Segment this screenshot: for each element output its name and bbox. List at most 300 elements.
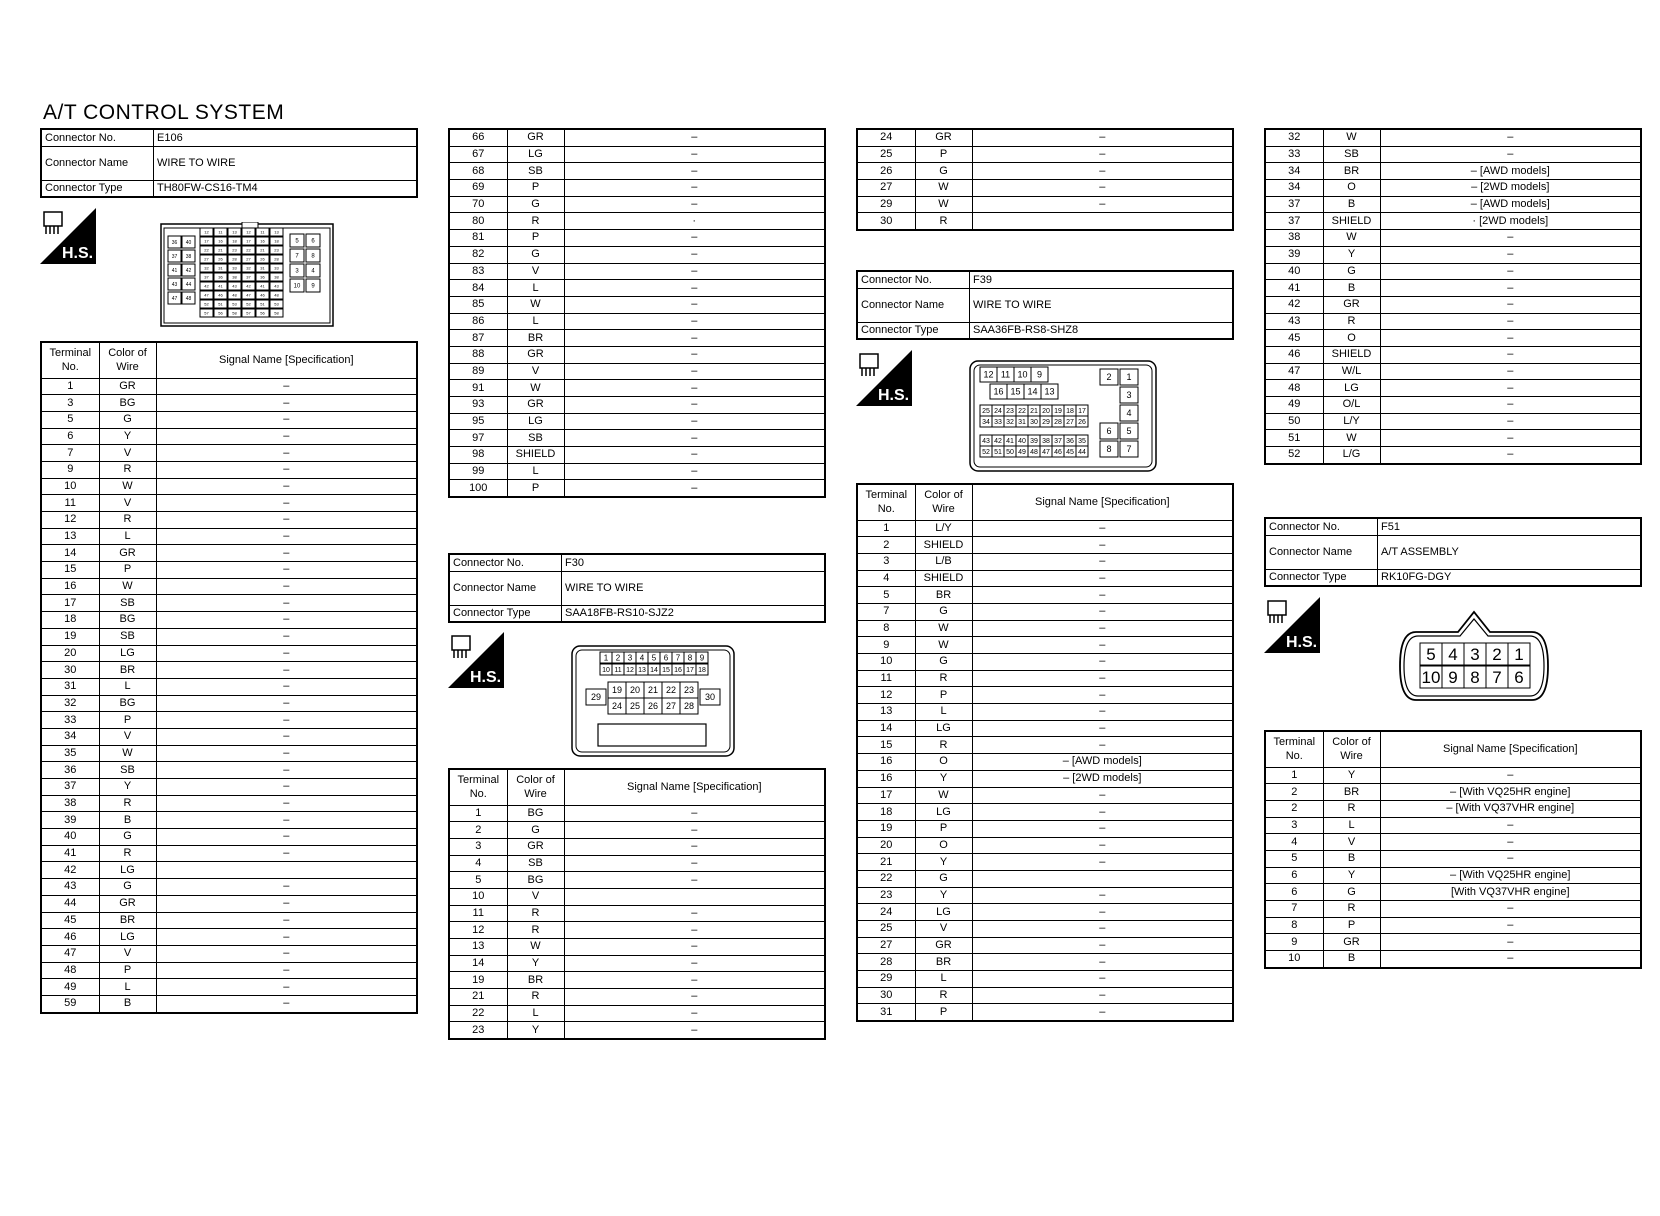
wire-color-cell: P bbox=[99, 712, 156, 729]
wire-color-cell: R bbox=[1323, 313, 1380, 330]
terminal-no-cell: 23 bbox=[449, 1022, 507, 1039]
pin-number: 3 bbox=[627, 653, 633, 663]
wire-color-cell: O bbox=[915, 837, 972, 854]
table-row bbox=[857, 654, 1233, 671]
signal-name-cell: – bbox=[156, 528, 417, 545]
terminal-no-cell: 10 bbox=[449, 888, 507, 905]
wire-color-cell: R bbox=[1323, 800, 1380, 817]
terminal-no-cell: 48 bbox=[1265, 380, 1323, 397]
connector-name-value: WIRE TO WIRE bbox=[562, 571, 826, 605]
pin-number: 8 bbox=[1106, 444, 1112, 455]
wire-color-cell: G bbox=[99, 829, 156, 846]
signal-name-cell: – bbox=[564, 146, 825, 163]
wire-color-cell: W bbox=[507, 296, 564, 313]
pin-number: 38 bbox=[274, 274, 279, 280]
signal-name-cell: – bbox=[564, 989, 825, 1006]
signal-name-cell: – bbox=[972, 987, 1233, 1004]
pin-number: 31 bbox=[218, 265, 223, 271]
table-row bbox=[449, 346, 825, 363]
signal-name-cell: – bbox=[564, 805, 825, 822]
pin-number: 36 bbox=[260, 274, 265, 280]
connector-type-label: Connector Type bbox=[449, 605, 562, 622]
terminal-no-cell: 30 bbox=[41, 662, 99, 679]
table-row bbox=[1265, 180, 1641, 197]
wire-color-cell: BR bbox=[915, 954, 972, 971]
signal-name-cell: – bbox=[156, 545, 417, 562]
pin-number: 19 bbox=[1054, 408, 1062, 416]
terminal-no-cell: 13 bbox=[449, 939, 507, 956]
signal-name-cell: – bbox=[972, 954, 1233, 971]
color-of-wire-header: Color of Wire bbox=[915, 484, 972, 520]
table-row bbox=[449, 180, 825, 197]
signal-name-cell: – bbox=[564, 163, 825, 180]
table-row bbox=[449, 313, 825, 330]
table-row bbox=[41, 695, 417, 712]
connector-no-label: Connector No. bbox=[41, 129, 154, 146]
pin-number: 23 bbox=[1006, 408, 1014, 416]
f39-rows bbox=[857, 520, 1233, 1021]
pin-number: 11 bbox=[1000, 369, 1011, 380]
pin-number: 6 bbox=[311, 238, 315, 245]
pin-number: 26 bbox=[218, 256, 223, 262]
signal-name-cell: – bbox=[972, 196, 1233, 213]
pin-number: 13 bbox=[638, 667, 646, 675]
e106-terminal-table-a bbox=[40, 341, 418, 1014]
terminal-no-cell: 16 bbox=[41, 578, 99, 595]
pin-number: 21 bbox=[260, 247, 265, 253]
wire-color-cell: LG bbox=[915, 804, 972, 821]
terminal-no-cell: 27 bbox=[857, 937, 915, 954]
table-row bbox=[857, 870, 1233, 887]
table-row bbox=[857, 854, 1233, 871]
wire-color-cell: GR bbox=[99, 895, 156, 912]
signal-name-cell: – bbox=[972, 904, 1233, 921]
table-row bbox=[41, 512, 417, 529]
pin-number: 48 bbox=[185, 295, 192, 302]
signal-name-cell: – bbox=[972, 570, 1233, 587]
pin-number: 44 bbox=[185, 281, 192, 288]
pin-number: 30 bbox=[704, 692, 716, 703]
table-row bbox=[41, 979, 417, 996]
pin-number: 6 bbox=[1514, 668, 1524, 688]
signal-name-cell: – bbox=[1380, 817, 1641, 834]
table-row bbox=[857, 163, 1233, 180]
terminal-no-cell: 23 bbox=[857, 887, 915, 904]
pin-number: 7 bbox=[295, 253, 299, 260]
signal-name-cell: – [AWD models] bbox=[1380, 163, 1641, 180]
terminal-no-cell: 30 bbox=[857, 213, 915, 230]
table-row bbox=[857, 520, 1233, 537]
pin-number: 48 bbox=[1030, 449, 1038, 457]
terminal-no-cell: 44 bbox=[41, 895, 99, 912]
signal-name-cell: – bbox=[564, 939, 825, 956]
pin-number: 14 bbox=[650, 667, 658, 675]
signal-name-cell: – bbox=[972, 720, 1233, 737]
terminal-no-cell: 2 bbox=[857, 537, 915, 554]
pin-number: 5 bbox=[1426, 645, 1436, 665]
connector-type-label: Connector Type bbox=[41, 180, 154, 197]
terminal-no-cell: 37 bbox=[1265, 213, 1323, 230]
table-row bbox=[1265, 296, 1641, 313]
terminal-no-cell: 2 bbox=[1265, 800, 1323, 817]
table-row bbox=[449, 397, 825, 414]
pin-number: 43 bbox=[274, 283, 279, 289]
table-row bbox=[1265, 850, 1641, 867]
terminal-no-cell: 84 bbox=[449, 280, 507, 297]
pin-number: 42 bbox=[204, 283, 209, 289]
wire-color-cell: B bbox=[1323, 196, 1380, 213]
terminal-no-cell: 50 bbox=[1265, 413, 1323, 430]
signal-name-cell: – bbox=[1380, 230, 1641, 247]
table-row bbox=[41, 478, 417, 495]
pin-number: 12 bbox=[246, 229, 251, 235]
signal-name-cell: · [2WD models] bbox=[1380, 213, 1641, 230]
terminal-no-cell: 91 bbox=[449, 380, 507, 397]
wire-color-cell: BR bbox=[1323, 784, 1380, 801]
hs-label: H.S. bbox=[1286, 634, 1318, 651]
wire-color-cell: V bbox=[99, 945, 156, 962]
signal-name-cell: – bbox=[972, 704, 1233, 721]
wire-color-cell: R bbox=[915, 213, 972, 230]
pin-number: 4 bbox=[1126, 408, 1132, 419]
pin-number: 26 bbox=[1078, 419, 1086, 427]
table-row bbox=[449, 230, 825, 247]
table-row bbox=[857, 804, 1233, 821]
pin-number: 15 bbox=[662, 667, 670, 675]
terminal-no-cell: 24 bbox=[857, 129, 915, 146]
signal-name-cell: – bbox=[156, 879, 417, 896]
table-row bbox=[449, 822, 825, 839]
f39-column bbox=[856, 270, 1234, 340]
table-row bbox=[41, 445, 417, 462]
pin-number: 29 bbox=[590, 692, 602, 703]
pin-number: 10 bbox=[1421, 668, 1441, 688]
connector-type-label: Connector Type bbox=[857, 322, 970, 339]
table-row bbox=[449, 1005, 825, 1022]
wire-color-cell: G bbox=[99, 879, 156, 896]
connector-name-value: WIRE TO WIRE bbox=[154, 146, 418, 180]
table-row bbox=[449, 1022, 825, 1039]
table-row bbox=[1265, 867, 1641, 884]
wire-color-cell: SHIELD bbox=[915, 570, 972, 587]
terminal-no-cell: 32 bbox=[41, 695, 99, 712]
pin-number: 23 bbox=[683, 685, 695, 696]
terminal-no-cell: 29 bbox=[857, 971, 915, 988]
f39-terminal-table bbox=[856, 483, 1234, 1022]
table-row bbox=[1265, 330, 1641, 347]
signal-name-cell: – bbox=[156, 829, 417, 846]
f39-connector-info bbox=[856, 270, 1234, 340]
terminal-no-cell: 70 bbox=[449, 196, 507, 213]
wire-color-cell: SB bbox=[507, 163, 564, 180]
table-row bbox=[41, 795, 417, 812]
table-row bbox=[1265, 230, 1641, 247]
wire-color-cell: L bbox=[507, 1005, 564, 1022]
pin-number: 11 bbox=[614, 667, 622, 675]
harness-side-icon bbox=[40, 208, 96, 264]
pin-number: 47 bbox=[246, 292, 251, 298]
terminal-no-cell: 68 bbox=[449, 163, 507, 180]
terminal-no-cell: 87 bbox=[449, 330, 507, 347]
table-row bbox=[41, 545, 417, 562]
terminal-no-cell: 34 bbox=[41, 728, 99, 745]
wire-color-cell: L bbox=[1323, 817, 1380, 834]
pin-number: 5 bbox=[651, 653, 657, 663]
connector-name-value: A/T ASSEMBLY bbox=[1378, 535, 1642, 569]
pin-number: 18 bbox=[698, 667, 706, 675]
wire-color-cell: R bbox=[507, 905, 564, 922]
wire-color-cell: G bbox=[915, 870, 972, 887]
signal-name-cell: – bbox=[156, 512, 417, 529]
terminal-no-cell: 48 bbox=[41, 962, 99, 979]
signal-name-cell: – bbox=[564, 855, 825, 872]
wire-color-cell: W bbox=[1323, 430, 1380, 447]
signal-name-cell: – bbox=[1380, 834, 1641, 851]
pin-number: 19 bbox=[611, 685, 623, 696]
terminal-no-cell: 29 bbox=[857, 196, 915, 213]
table-row bbox=[41, 428, 417, 445]
terminal-no-cell: 28 bbox=[857, 954, 915, 971]
signal-name-cell: – bbox=[564, 872, 825, 889]
table-row bbox=[1265, 767, 1641, 784]
terminal-no-cell: 20 bbox=[41, 645, 99, 662]
wire-color-cell: GR bbox=[1323, 296, 1380, 313]
signal-name-cell bbox=[972, 213, 1233, 230]
pin-number: 1 bbox=[603, 653, 609, 663]
wire-color-cell: P bbox=[507, 180, 564, 197]
signal-name-cell: – bbox=[1380, 296, 1641, 313]
terminal-no-cell: 82 bbox=[449, 246, 507, 263]
signal-name-cell: – bbox=[972, 837, 1233, 854]
wire-color-cell: BR bbox=[99, 662, 156, 679]
pin-number: 28 bbox=[683, 701, 695, 712]
table-row bbox=[41, 995, 417, 1012]
signal-name-cell: – [AWD models] bbox=[972, 754, 1233, 771]
wire-color-cell: V bbox=[915, 921, 972, 938]
wire-color-cell: LG bbox=[99, 645, 156, 662]
signal-name-cell: – [With VQ37VHR engine] bbox=[1380, 800, 1641, 817]
signal-name-cell: – bbox=[972, 670, 1233, 687]
terminal-no-cell: 5 bbox=[857, 587, 915, 604]
table-row bbox=[857, 987, 1233, 1004]
signal-name-cell: · bbox=[564, 213, 825, 230]
terminal-no-cell: 2 bbox=[1265, 784, 1323, 801]
terminal-no-cell: 47 bbox=[41, 945, 99, 962]
terminal-no-cell: 69 bbox=[449, 180, 507, 197]
terminal-no-cell: 1 bbox=[41, 378, 99, 395]
wire-color-cell: G bbox=[1323, 884, 1380, 901]
signal-name-cell: – bbox=[972, 787, 1233, 804]
wire-color-cell: SHIELD bbox=[1323, 213, 1380, 230]
pin-number: 1 bbox=[1126, 372, 1132, 383]
terminal-no-cell: 40 bbox=[1265, 263, 1323, 280]
f30-terminal-table bbox=[448, 768, 826, 1040]
terminal-no-cell: 16 bbox=[857, 754, 915, 771]
signal-name-cell: – bbox=[564, 822, 825, 839]
table-row bbox=[1265, 363, 1641, 380]
pin-number: 37 bbox=[204, 274, 209, 280]
pin-number: 46 bbox=[218, 292, 223, 298]
wire-color-cell: SHIELD bbox=[507, 447, 564, 464]
signal-name-cell: – bbox=[1380, 413, 1641, 430]
pin-number: 56 bbox=[260, 310, 265, 316]
terminal-no-cell: 1 bbox=[857, 520, 915, 537]
pin-number: 13 bbox=[274, 229, 279, 235]
wire-color-cell: R bbox=[507, 922, 564, 939]
table-row bbox=[449, 888, 825, 905]
terminal-no-cell: 98 bbox=[449, 447, 507, 464]
wire-color-cell: BG bbox=[507, 805, 564, 822]
table-row bbox=[857, 537, 1233, 554]
terminal-no-cell: 19 bbox=[857, 820, 915, 837]
table-row bbox=[1265, 784, 1641, 801]
pin-number: 8 bbox=[687, 653, 693, 663]
table-row bbox=[449, 330, 825, 347]
f39-terminal-table-cont bbox=[1264, 128, 1642, 465]
color-of-wire-header: Color of Wire bbox=[1323, 731, 1380, 767]
terminal-no-cell: 85 bbox=[449, 296, 507, 313]
pin-number: 17 bbox=[1078, 408, 1086, 416]
f30-terminal-table-cont bbox=[856, 128, 1234, 231]
wire-color-cell: BG bbox=[99, 395, 156, 412]
wire-color-cell: O bbox=[915, 754, 972, 771]
pin-number: 48 bbox=[232, 292, 237, 298]
table-row bbox=[857, 737, 1233, 754]
terminal-no-cell: 80 bbox=[449, 213, 507, 230]
wire-color-cell: W/L bbox=[1323, 363, 1380, 380]
pin-number: 22 bbox=[665, 685, 677, 696]
terminal-no-cell: 38 bbox=[41, 795, 99, 812]
table-row bbox=[1265, 884, 1641, 901]
table-row bbox=[449, 463, 825, 480]
connector-no-label: Connector No. bbox=[857, 271, 970, 288]
table-row bbox=[41, 628, 417, 645]
wire-color-cell: BR bbox=[915, 587, 972, 604]
wire-color-cell: R bbox=[99, 461, 156, 478]
terminal-no-cell: 35 bbox=[41, 745, 99, 762]
table-row bbox=[857, 570, 1233, 587]
signal-name-cell: – [2WD models] bbox=[972, 770, 1233, 787]
terminal-no-cell: 11 bbox=[449, 905, 507, 922]
wire-color-cell: V bbox=[507, 363, 564, 380]
terminal-no-cell: 13 bbox=[857, 704, 915, 721]
terminal-no-cell: 14 bbox=[449, 955, 507, 972]
wire-color-cell: SHIELD bbox=[1323, 346, 1380, 363]
signal-name-cell: – bbox=[156, 445, 417, 462]
f30-rows-cont bbox=[857, 129, 1233, 230]
table-row bbox=[857, 904, 1233, 921]
table-row bbox=[1265, 213, 1641, 230]
terminal-no-cell: 9 bbox=[1265, 934, 1323, 951]
terminal-no-cell: 5 bbox=[1265, 850, 1323, 867]
table-row bbox=[1265, 163, 1641, 180]
table-row bbox=[857, 587, 1233, 604]
table-row bbox=[1265, 817, 1641, 834]
f39-pins bbox=[980, 367, 1138, 457]
wire-color-cell: W bbox=[915, 620, 972, 637]
signal-name-cell: – bbox=[1380, 901, 1641, 918]
terminal-no-cell: 20 bbox=[857, 837, 915, 854]
wire-color-cell: Y bbox=[99, 779, 156, 796]
signal-name-cell: – [2WD models] bbox=[1380, 180, 1641, 197]
table-row bbox=[41, 929, 417, 946]
terminal-no-cell: 1 bbox=[449, 805, 507, 822]
table-row bbox=[449, 855, 825, 872]
table-row bbox=[449, 430, 825, 447]
wire-color-cell: G bbox=[915, 163, 972, 180]
terminal-no-cell: 27 bbox=[857, 180, 915, 197]
harness-side-icon bbox=[1264, 597, 1320, 653]
table-row bbox=[41, 829, 417, 846]
wire-color-cell: B bbox=[99, 812, 156, 829]
signal-name-cell: – bbox=[564, 363, 825, 380]
signal-name-cell: – bbox=[972, 804, 1233, 821]
signal-name-header: Signal Name [Specification] bbox=[564, 769, 825, 805]
signal-name-header: Signal Name [Specification] bbox=[1380, 731, 1641, 767]
pin-number: 9 bbox=[1448, 668, 1458, 688]
signal-name-cell: – bbox=[156, 478, 417, 495]
f30-pins bbox=[586, 652, 720, 714]
wire-color-cell: R bbox=[507, 213, 564, 230]
signal-name-cell: – bbox=[564, 838, 825, 855]
table-row bbox=[1265, 313, 1641, 330]
wire-color-cell: P bbox=[915, 1004, 972, 1021]
pin-number: 17 bbox=[246, 238, 251, 244]
table-row bbox=[857, 603, 1233, 620]
terminal-no-cell: 67 bbox=[449, 146, 507, 163]
pin-number: 4 bbox=[639, 653, 645, 663]
pin-number: 12 bbox=[626, 667, 634, 675]
signal-name-cell: – bbox=[564, 263, 825, 280]
wire-color-cell: BG bbox=[99, 612, 156, 629]
pin-number: 20 bbox=[1042, 408, 1050, 416]
pin-number: 15 bbox=[1010, 386, 1021, 397]
pin-number: 38 bbox=[232, 274, 237, 280]
terminal-no-header: Terminal No. bbox=[1265, 731, 1323, 767]
signal-name-cell: – bbox=[1380, 447, 1641, 464]
wire-color-cell: R bbox=[99, 795, 156, 812]
wire-color-cell: W bbox=[507, 939, 564, 956]
wire-color-cell: GR bbox=[507, 397, 564, 414]
terminal-no-cell: 99 bbox=[449, 463, 507, 480]
signal-name-cell: – bbox=[564, 330, 825, 347]
f30-connector-diagram bbox=[570, 644, 736, 763]
signal-name-header: Signal Name [Specification] bbox=[972, 484, 1233, 520]
pin-number: 13 bbox=[232, 229, 237, 235]
terminal-no-cell: 97 bbox=[449, 430, 507, 447]
wire-color-cell: BG bbox=[99, 695, 156, 712]
pin-number: 27 bbox=[1066, 419, 1074, 427]
table-row bbox=[41, 662, 417, 679]
pin-number: 7 bbox=[675, 653, 681, 663]
signal-name-cell: – bbox=[156, 578, 417, 595]
terminal-no-cell: 34 bbox=[1265, 180, 1323, 197]
wire-color-cell: W bbox=[915, 196, 972, 213]
wire-color-cell: Y bbox=[1323, 867, 1380, 884]
wire-color-cell: L bbox=[99, 528, 156, 545]
terminal-no-cell: 49 bbox=[1265, 397, 1323, 414]
pin-number: 47 bbox=[204, 292, 209, 298]
signal-name-cell: – bbox=[564, 922, 825, 939]
terminal-no-cell: 6 bbox=[1265, 884, 1323, 901]
terminal-no-cell: 40 bbox=[41, 829, 99, 846]
wire-color-cell: BR bbox=[99, 912, 156, 929]
signal-name-cell: – bbox=[156, 962, 417, 979]
terminal-no-cell: 21 bbox=[857, 854, 915, 871]
table-row bbox=[1265, 447, 1641, 464]
pin-number: 42 bbox=[185, 267, 192, 274]
terminal-no-cell: 95 bbox=[449, 413, 507, 430]
